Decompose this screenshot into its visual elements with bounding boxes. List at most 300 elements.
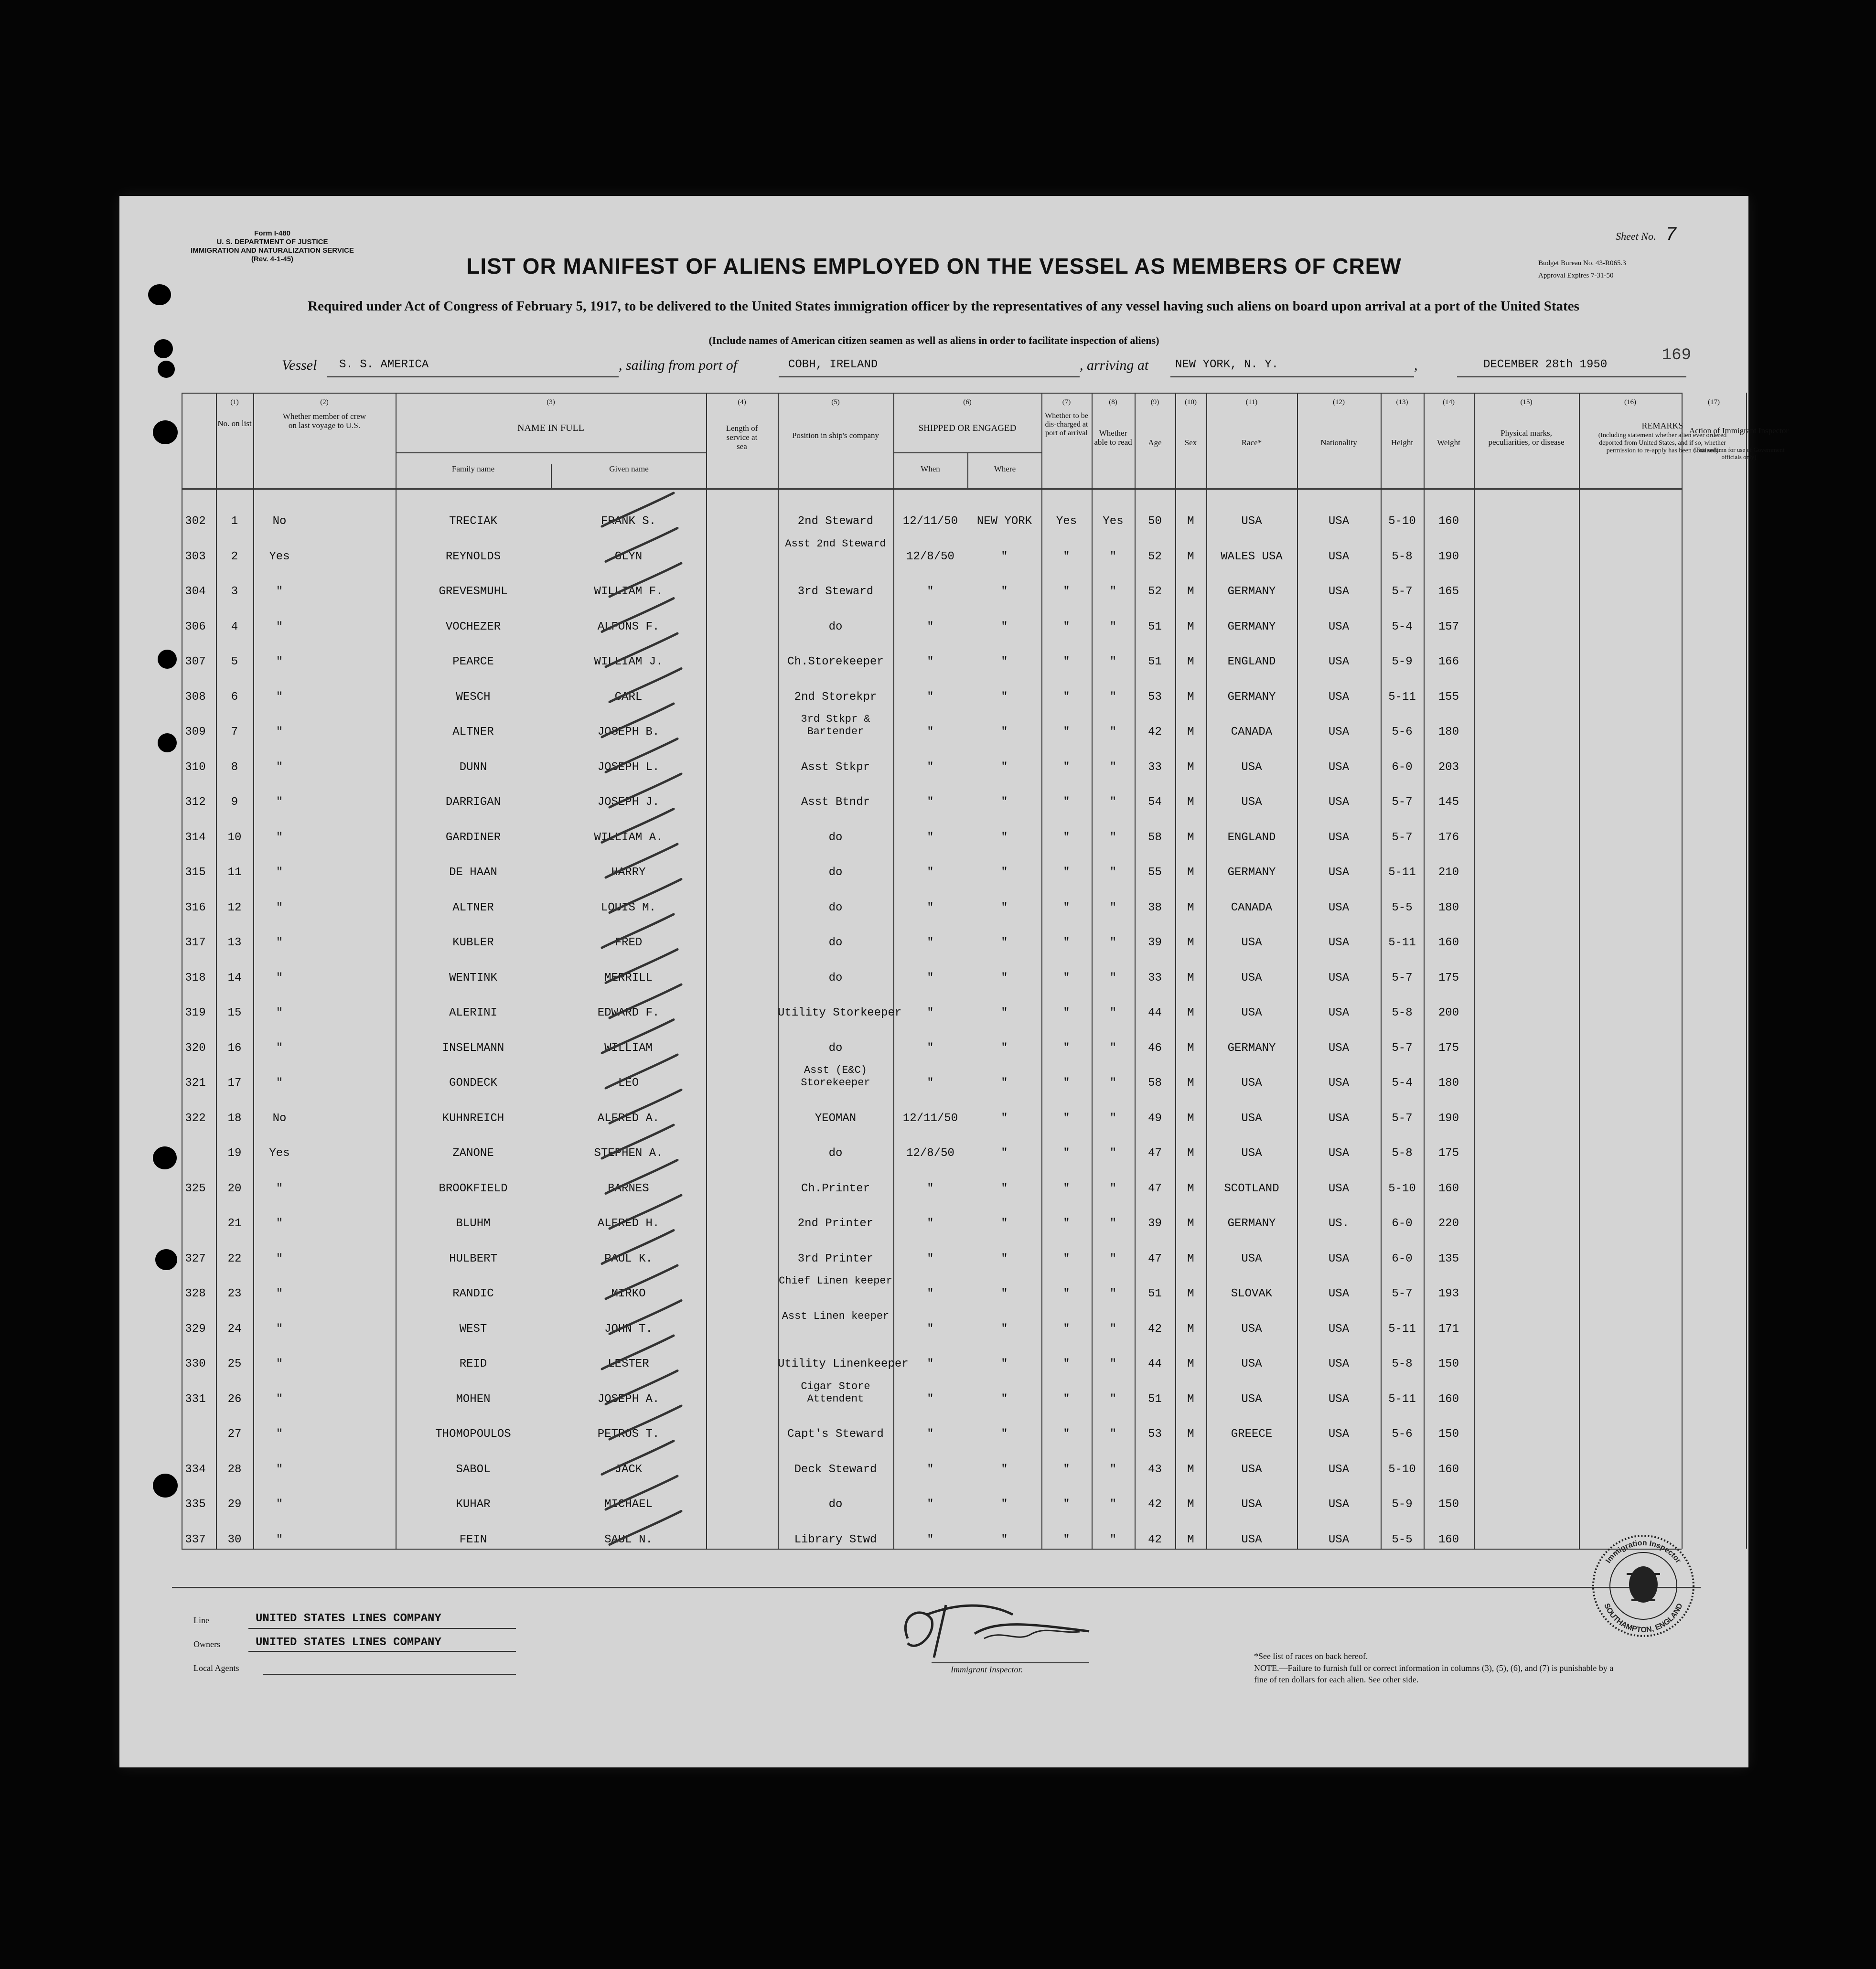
cell-height: 5-7 — [1392, 1112, 1413, 1125]
cell-position: do — [828, 1498, 843, 1511]
column-number: (8) — [1109, 398, 1117, 406]
sailing-from-label: , sailing from port of — [619, 357, 738, 373]
cell-read: " — [1109, 866, 1117, 879]
cell-given: BARNES — [608, 1182, 649, 1195]
column-number: (3) — [547, 398, 555, 406]
cell-race: GERMANY — [1227, 585, 1276, 598]
cell-no: 4 — [231, 620, 238, 633]
margin-number: 308 — [185, 690, 206, 704]
page-title: LIST OR MANIFEST OF ALIENS EMPLOYED ON THE VESSEL AS MEMBERS OF CREW — [466, 254, 1402, 278]
cell-position: do — [828, 901, 843, 914]
cell-family: DUNN — [459, 760, 487, 774]
cell-race: USA — [1241, 1358, 1262, 1370]
cell-where: " — [1001, 760, 1008, 774]
cell-disch: " — [1063, 831, 1070, 844]
cell-read: " — [1109, 1217, 1117, 1230]
cell-race: USA — [1241, 1147, 1262, 1160]
cell-weight: 135 — [1438, 1252, 1459, 1265]
cell-weight: 160 — [1438, 936, 1459, 949]
cell-sex: M — [1187, 1041, 1194, 1055]
cell-disch: " — [1063, 1006, 1070, 1019]
cell-height: 5-9 — [1392, 655, 1413, 668]
cell-no: 3 — [231, 585, 238, 598]
cell-age: 51 — [1148, 1287, 1162, 1300]
cell-member: " — [276, 726, 283, 738]
cell-sex: M — [1187, 655, 1194, 668]
cell-member: " — [276, 1358, 283, 1370]
page-number: 169 — [1662, 346, 1691, 364]
sheet-number-label: Sheet No. — [1616, 230, 1656, 242]
cell-race: USA — [1241, 936, 1262, 949]
cell-disch: " — [1063, 1322, 1070, 1336]
cell-where: " — [1001, 971, 1008, 984]
cell-nat: USA — [1328, 1358, 1350, 1370]
owners-company: UNITED STATES LINES COMPANY — [256, 1636, 441, 1649]
cell-race: CANADA — [1231, 726, 1273, 738]
cell-height: 6-0 — [1392, 760, 1413, 774]
cell-age: 42 — [1148, 1322, 1162, 1336]
line-label: Line — [193, 1616, 209, 1625]
cell-race: USA — [1241, 1463, 1262, 1476]
cell-position: Cigar Store Attendent — [801, 1380, 870, 1405]
cell-family: REID — [459, 1358, 487, 1370]
cell-given: ALFRED A. — [597, 1112, 660, 1125]
svg-text:SOUTHAMPTON, ENGLAND — [1602, 1602, 1684, 1634]
cell-disch: " — [1063, 585, 1070, 598]
cell-disch: " — [1063, 1428, 1070, 1441]
header-length-service: Length of service at sea — [726, 424, 758, 451]
cell-weight: 160 — [1438, 515, 1459, 528]
column-number: (9) — [1150, 398, 1159, 406]
cell-family: FEIN — [459, 1533, 487, 1546]
cell-weight: 160 — [1438, 1533, 1459, 1546]
cell-family: SABOL — [456, 1463, 491, 1476]
cell-age: 47 — [1148, 1252, 1162, 1265]
cell-height: 5-11 — [1388, 690, 1416, 704]
cell-no: 9 — [231, 796, 238, 809]
cell-when: " — [927, 936, 934, 949]
header-able-read: Whether able to read — [1094, 428, 1132, 447]
cell-height: 5-11 — [1388, 936, 1416, 949]
cell-no: 18 — [227, 1112, 242, 1125]
margin-number: 309 — [185, 726, 206, 738]
margin-number: 327 — [185, 1252, 206, 1265]
cell-sex: M — [1187, 1077, 1194, 1090]
cell-sex: M — [1187, 901, 1194, 914]
cell-family: HULBERT — [449, 1252, 497, 1265]
cell-when: " — [927, 1006, 934, 1019]
cell-position: Utility Linenkeeper — [778, 1358, 909, 1370]
column-number: (13) — [1396, 398, 1408, 406]
crew-table — [182, 393, 1789, 1549]
cell-nat: USA — [1328, 1041, 1350, 1055]
cell-member: " — [276, 1322, 283, 1336]
cell-sex: M — [1187, 1358, 1194, 1370]
cell-given: MERRILL — [604, 971, 653, 984]
cell-read: " — [1109, 655, 1117, 668]
cell-nat: USA — [1328, 655, 1350, 668]
cell-weight: 160 — [1438, 1463, 1459, 1476]
cell-nat: USA — [1328, 1533, 1350, 1546]
cell-given: JOHN T. — [604, 1322, 653, 1336]
cell-race: GERMANY — [1227, 1041, 1276, 1055]
cell-height: 5-7 — [1392, 971, 1413, 984]
cell-sex: M — [1187, 620, 1194, 633]
cell-no: 1 — [231, 515, 238, 528]
revision: (Rev. 4-1-45) — [251, 255, 294, 263]
cell-family: KUHNREICH — [442, 1112, 504, 1125]
column-number: (7) — [1062, 398, 1071, 406]
cell-disch: " — [1063, 1463, 1070, 1476]
approval-expires: Approval Expires 7-31-50 — [1538, 272, 1614, 279]
cell-given: WILLIAM — [604, 1041, 653, 1055]
cell-given: MIRKO — [611, 1287, 646, 1300]
margin-number: 328 — [185, 1287, 206, 1300]
cell-height: 5-4 — [1392, 620, 1413, 633]
cell-nat: USA — [1328, 550, 1350, 563]
cell-race: USA — [1241, 1322, 1262, 1336]
cell-when: " — [927, 1428, 934, 1441]
cell-disch: " — [1063, 1041, 1070, 1055]
cell-where: " — [1001, 620, 1008, 633]
cell-position: Utility Storkeeper — [778, 1006, 902, 1019]
header-physical-marks: Physical marks, peculiarities, or disease — [1488, 428, 1565, 447]
cell-position: Capt's Steward — [787, 1428, 884, 1441]
cell-height: 5-7 — [1392, 796, 1413, 809]
cell-nat: USA — [1328, 796, 1350, 809]
cell-read: " — [1109, 550, 1117, 563]
cell-sex: M — [1187, 936, 1194, 949]
cell-sex: M — [1187, 866, 1194, 879]
cell-nat: USA — [1328, 1498, 1350, 1511]
margin-number: 334 — [185, 1463, 206, 1476]
cell-disch: " — [1063, 655, 1070, 668]
cell-family: DE HAAN — [449, 866, 497, 879]
cell-where: " — [1001, 936, 1008, 949]
cell-family: ALTNER — [452, 901, 494, 914]
cell-weight: 160 — [1438, 1392, 1459, 1406]
cell-read: " — [1109, 1182, 1117, 1195]
cell-given: ALFONS F. — [597, 620, 660, 633]
cell-given: PAUL K. — [604, 1252, 653, 1265]
cell-where: " — [1001, 690, 1008, 704]
budget-bureau: Budget Bureau No. 43-R065.3 — [1538, 259, 1626, 267]
cell-age: 51 — [1148, 1392, 1162, 1406]
cell-family: TRECIAK — [449, 515, 497, 528]
cell-disch: " — [1063, 1077, 1070, 1090]
fine-note: NOTE.—Failure to furnish full or correct information in columns (3), (5), (6), and (7) is punishable by a fine of ten dollars for each alien. See other side. — [1254, 1663, 1614, 1684]
cell-race: SLOVAK — [1231, 1287, 1273, 1300]
header-when: When — [921, 464, 940, 473]
cell-given: JOSEPH L. — [597, 760, 660, 774]
cell-where: " — [1001, 1392, 1008, 1406]
cell-sex: M — [1187, 1147, 1194, 1160]
cell-height: 5-7 — [1392, 1041, 1413, 1055]
cell-height: 5-11 — [1388, 866, 1416, 879]
arriving-port: NEW YORK, N. Y. — [1175, 358, 1279, 371]
cell-position: do — [828, 866, 843, 879]
cell-sex: M — [1187, 1498, 1194, 1511]
cell-given: WILLIAM J. — [594, 655, 663, 668]
margin-number: 314 — [185, 831, 206, 844]
cell-where: " — [1001, 1252, 1008, 1265]
cell-race: USA — [1241, 1112, 1262, 1125]
cell-position: 2nd Storekpr — [794, 690, 877, 704]
cell-weight: 171 — [1438, 1322, 1459, 1336]
cell-height: 5-10 — [1388, 1182, 1416, 1195]
cell-sex: M — [1187, 1252, 1194, 1265]
cell-age: 33 — [1148, 760, 1162, 774]
cell-nat: USA — [1328, 1077, 1350, 1090]
cell-family: INSELMANN — [442, 1041, 504, 1055]
cell-given: JACK — [614, 1463, 643, 1476]
cell-given: CARL — [614, 690, 643, 704]
cell-no: 23 — [227, 1287, 242, 1300]
cell-member: " — [276, 1217, 283, 1230]
cell-read: " — [1109, 1252, 1117, 1265]
cell-weight: 210 — [1438, 866, 1459, 879]
cell-race: USA — [1241, 1006, 1262, 1019]
cell-position: Ch.Printer — [801, 1182, 870, 1195]
cell-member: " — [276, 971, 283, 984]
cell-height: 5-7 — [1392, 831, 1413, 844]
cell-member: " — [276, 831, 283, 844]
cell-where: " — [1001, 1498, 1008, 1511]
cell-nat: USA — [1328, 1392, 1350, 1406]
cell-where: " — [1001, 585, 1008, 598]
cell-nat: USA — [1328, 901, 1350, 914]
cell-family: GREVESMUHL — [439, 585, 508, 598]
header-race: Race* — [1241, 438, 1262, 447]
vessel-name: S. S. AMERICA — [339, 358, 429, 371]
cell-weight: 175 — [1438, 971, 1459, 984]
cell-when: " — [927, 1182, 934, 1195]
cell-height: 5-8 — [1392, 1147, 1413, 1160]
cell-race: GERMANY — [1227, 620, 1276, 633]
cell-given: WILLIAM A. — [594, 831, 663, 844]
cell-age: 42 — [1148, 1498, 1162, 1511]
cell-nat: USA — [1328, 936, 1350, 949]
cell-weight: 145 — [1438, 796, 1459, 809]
margin-number: 316 — [185, 901, 206, 914]
cell-member: No — [272, 515, 287, 528]
header-action-inspector: Action of Immigrant Inspector — [1689, 426, 1789, 435]
cell-position: 2nd Printer — [797, 1217, 874, 1230]
cell-age: 38 — [1148, 901, 1162, 914]
cell-disch: " — [1063, 901, 1070, 914]
cell-disch: " — [1063, 1498, 1070, 1511]
cell-member: Yes — [269, 550, 290, 563]
cell-race: USA — [1241, 796, 1262, 809]
cell-when: " — [927, 901, 934, 914]
cell-read: " — [1109, 936, 1117, 949]
margin-number: 337 — [185, 1533, 206, 1546]
cell-family: ALTNER — [452, 726, 494, 738]
cell-read: " — [1109, 1358, 1117, 1370]
cell-height: 5-10 — [1388, 1463, 1416, 1476]
cell-where: NEW YORK — [976, 515, 1032, 528]
cell-height: 5-9 — [1392, 1498, 1413, 1511]
cell-given: PETROS T. — [597, 1428, 660, 1441]
owners-label: Owners — [193, 1639, 220, 1649]
column-number: (2) — [320, 398, 329, 406]
cell-disch: " — [1063, 866, 1070, 879]
cell-when: 12/11/50 — [902, 1112, 958, 1125]
cell-disch: " — [1063, 1252, 1070, 1265]
cell-sex: M — [1187, 690, 1194, 704]
cell-disch: " — [1063, 1147, 1070, 1160]
cell-given: GLYN — [614, 550, 643, 563]
cell-member: " — [276, 1077, 283, 1090]
cell-position: Ch.Storekeeper — [787, 655, 884, 668]
cell-family: VOCHEZER — [445, 620, 501, 633]
cell-where: " — [1001, 831, 1008, 844]
cell-position: Chief Linen keeper — [779, 1275, 892, 1287]
header-nationality: Nationality — [1320, 438, 1357, 447]
margin-number: 319 — [185, 1006, 206, 1019]
cell-when: " — [927, 1041, 934, 1055]
cell-nat: USA — [1328, 866, 1350, 879]
cell-position: do — [828, 1147, 843, 1160]
margin-number: 315 — [185, 866, 206, 879]
cell-age: 53 — [1148, 1428, 1162, 1441]
cell-member: " — [276, 1041, 283, 1055]
cell-where: " — [1001, 1041, 1008, 1055]
cell-no: 5 — [231, 655, 238, 668]
cell-weight: 180 — [1438, 901, 1459, 914]
cell-age: 58 — [1148, 831, 1162, 844]
cell-sex: M — [1187, 1006, 1194, 1019]
cell-where: " — [1001, 655, 1008, 668]
cell-when: " — [927, 971, 934, 984]
cell-height: 5-8 — [1392, 1358, 1413, 1370]
cell-age: 33 — [1148, 971, 1162, 984]
header-name-in-full: NAME IN FULL — [517, 423, 584, 433]
cell-no: 24 — [227, 1322, 242, 1336]
cell-race: GREECE — [1231, 1428, 1273, 1441]
cell-read: " — [1109, 1463, 1117, 1476]
cell-read: " — [1109, 901, 1117, 914]
cell-disch: " — [1063, 1533, 1070, 1546]
cell-position: 2nd Steward — [797, 515, 874, 528]
header-whether-member: Whether member of crew on last voyage to U.S. — [282, 412, 366, 430]
arrival-date: DECEMBER 28th 1950 — [1483, 358, 1608, 371]
cell-no: 19 — [227, 1147, 242, 1160]
cell-race: USA — [1241, 1392, 1262, 1406]
cell-when: " — [927, 796, 934, 809]
page-subtitle: Required under Act of Congress of February 5, 1917, to be delivered to the United States immigration officer by the representatives of any vessel having such aliens on board upon arrival at a port of the United States — [308, 299, 1579, 314]
cell-age: 47 — [1148, 1182, 1162, 1195]
cell-nat: USA — [1328, 726, 1350, 738]
cell-weight: 165 — [1438, 585, 1459, 598]
cell-position: Asst Linen keeper — [782, 1310, 890, 1322]
service: IMMIGRATION AND NATURALIZATION SERVICE — [191, 246, 354, 255]
cell-race: USA — [1241, 1533, 1262, 1546]
cell-given: JOSEPH A. — [597, 1392, 660, 1406]
cell-position: do — [828, 831, 843, 844]
cell-read: " — [1109, 831, 1117, 844]
cell-race: USA — [1241, 1252, 1262, 1265]
cell-read: " — [1109, 1287, 1117, 1300]
cell-nat: USA — [1328, 515, 1350, 528]
cell-member: " — [276, 1006, 283, 1019]
cell-race: SCOTLAND — [1224, 1182, 1279, 1195]
cell-disch: " — [1063, 1217, 1070, 1230]
cell-age: 50 — [1148, 515, 1162, 528]
cell-position: Asst (E&C) Storekeeper — [801, 1064, 870, 1089]
column-number: (14) — [1443, 398, 1455, 406]
margin-number: 322 — [185, 1112, 206, 1125]
header-family-name: Family name — [451, 464, 495, 473]
cell-family: REYNOLDS — [445, 550, 501, 563]
cell-when: " — [927, 1252, 934, 1265]
cell-race: GERMANY — [1227, 1217, 1276, 1230]
column-number: (17) — [1708, 398, 1720, 406]
cell-member: " — [276, 655, 283, 668]
cell-race: GERMANY — [1227, 690, 1276, 704]
cell-disch: " — [1063, 1287, 1070, 1300]
cell-race: USA — [1241, 1498, 1262, 1511]
cell-nat: USA — [1328, 1322, 1350, 1336]
cell-height: 6-0 — [1392, 1252, 1413, 1265]
cell-family: ALERINI — [449, 1006, 497, 1019]
cell-member: " — [276, 901, 283, 914]
cell-no: 21 — [227, 1217, 242, 1230]
cell-no: 20 — [227, 1182, 242, 1195]
column-number: (11) — [1245, 398, 1258, 406]
cell-when: " — [927, 1077, 934, 1090]
cell-family: RANDIC — [452, 1287, 494, 1300]
cell-when: " — [927, 1463, 934, 1476]
cell-family: GARDINER — [445, 831, 501, 844]
cell-weight: 166 — [1438, 655, 1459, 668]
cell-member: Yes — [269, 1147, 290, 1160]
cell-member: No — [272, 1112, 287, 1125]
cell-sex: M — [1187, 796, 1194, 809]
cell-race: ENGLAND — [1227, 831, 1276, 844]
cell-read: " — [1109, 760, 1117, 774]
cell-given: LESTER — [608, 1358, 649, 1370]
cell-height: 5-11 — [1388, 1322, 1416, 1336]
inspector-signature — [889, 1586, 1104, 1667]
cell-family: BLUHM — [456, 1217, 491, 1230]
cell-given: WILLIAM F. — [594, 585, 663, 598]
cell-when: " — [927, 1287, 934, 1300]
cell-nat: USA — [1328, 1182, 1350, 1195]
cell-read: Yes — [1103, 515, 1124, 528]
margin-number: 303 — [185, 550, 206, 563]
cell-when: 12/11/50 — [902, 515, 958, 528]
cell-sex: M — [1187, 1463, 1194, 1476]
cell-given: FRANK S. — [600, 515, 656, 528]
cell-weight: 200 — [1438, 1006, 1459, 1019]
cell-read: " — [1109, 1498, 1117, 1511]
cell-race: USA — [1241, 760, 1262, 774]
cell-sex: M — [1187, 1182, 1194, 1195]
cell-disch: " — [1063, 1112, 1070, 1125]
cell-read: " — [1109, 1392, 1117, 1406]
cell-age: 58 — [1148, 1077, 1162, 1090]
cell-where: " — [1001, 1428, 1008, 1441]
cell-member: " — [276, 1182, 283, 1195]
cell-family: PEARCE — [452, 655, 494, 668]
cell-when: " — [927, 690, 934, 704]
cell-disch: " — [1063, 1182, 1070, 1195]
cell-member: " — [276, 1252, 283, 1265]
cell-no: 14 — [227, 971, 242, 984]
cell-when: " — [927, 866, 934, 879]
cell-no: 16 — [227, 1041, 242, 1055]
